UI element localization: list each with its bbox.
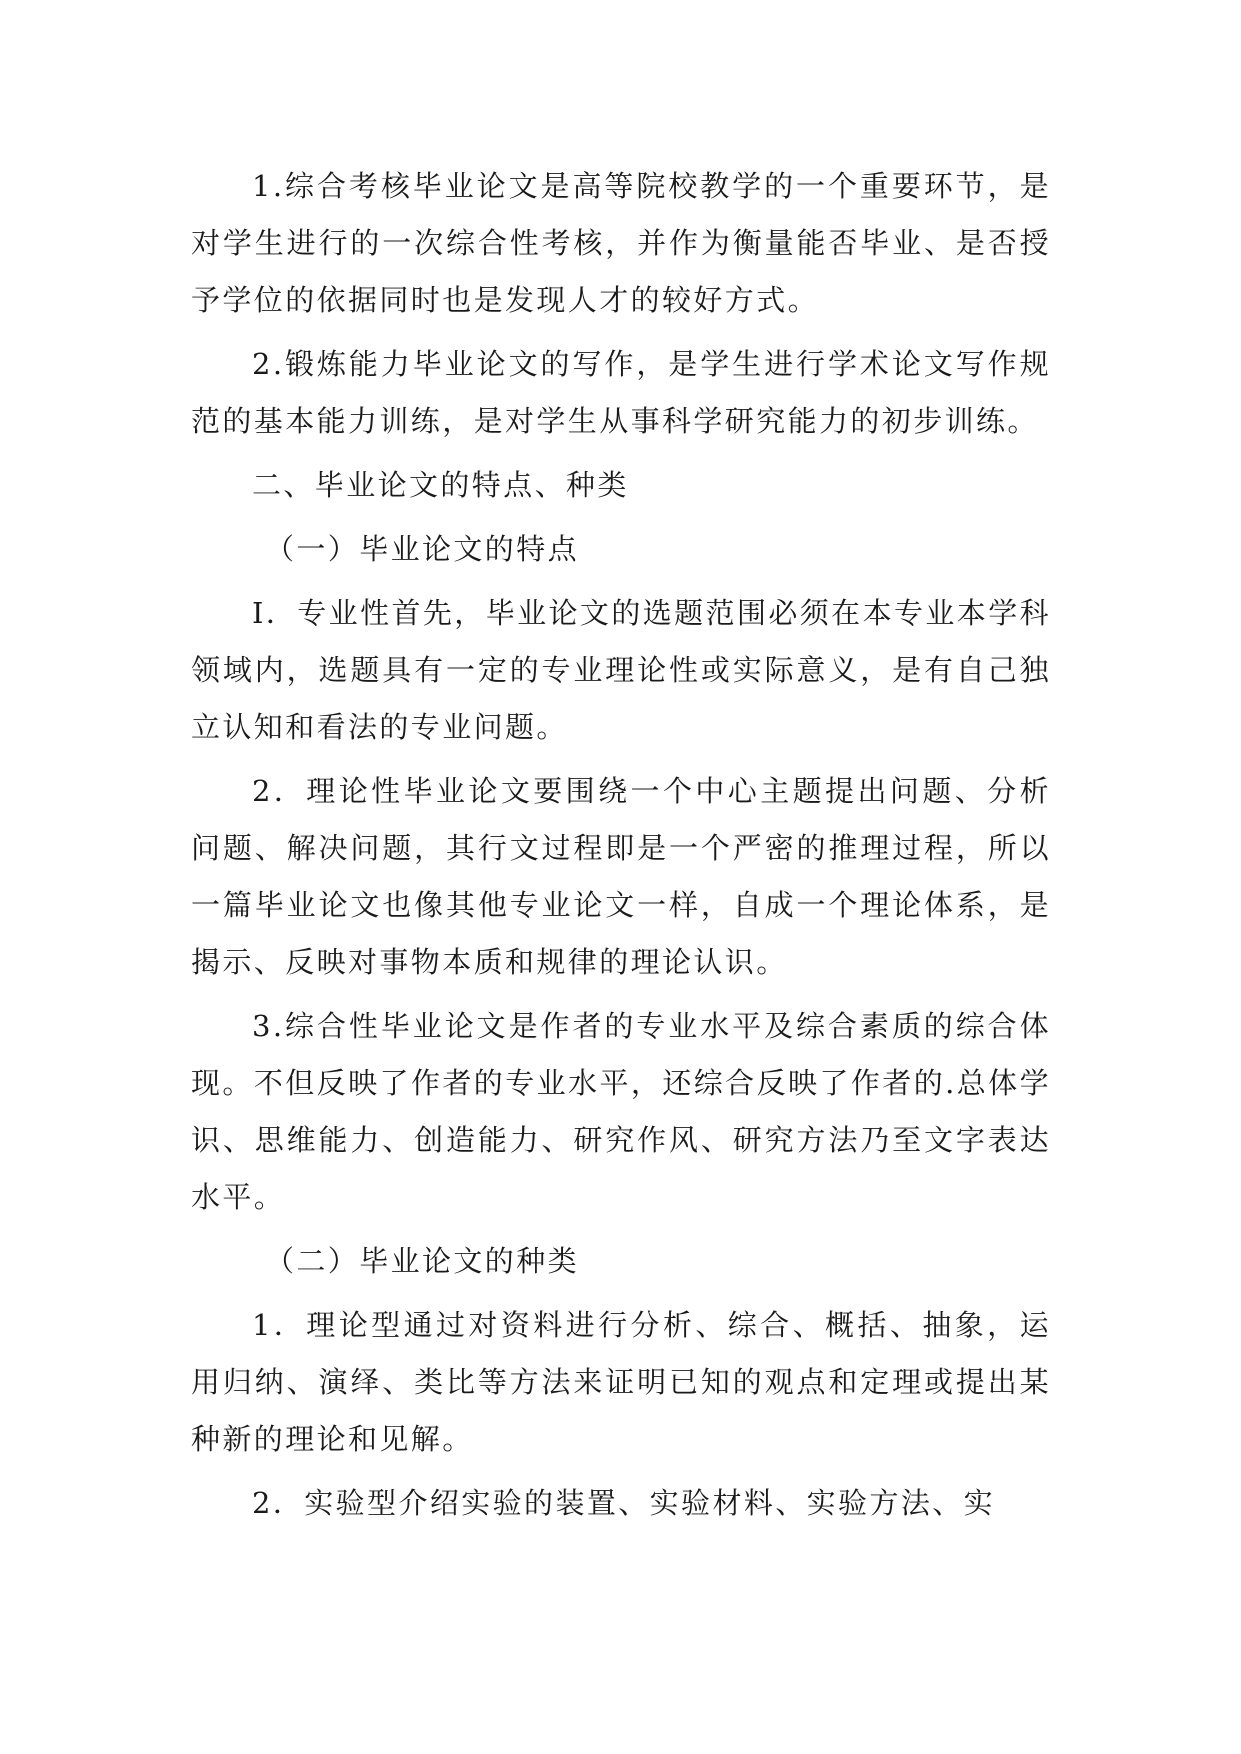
subheading-types: （二）毕业论文的种类 <box>265 1244 580 1278</box>
document-body <box>191 158 1051 1539</box>
paragraph-feature-theoretical: 2．理论性毕业论文要围绕一个中心主题提出问题、分析问题、解决问题，其行文过程即是一个严密的推理过程，所以一篇毕业论文也像其他专业论文一样，自成一个理论体系，是揭示、反映对事物本质和规律的理论认识。 <box>191 774 1051 979</box>
paragraph-feature-professional: I．专业性首先，毕业论文的选题范围必须在本专业本学科领域内，选题具有一定的专业理论性或实际意义，是有自己独立认知和看法的专业问题。 <box>191 596 1051 744</box>
paragraph-comprehensive-assessment: 1.综合考核毕业论文是高等院校教学的一个重要环节，是对学生进行的一次综合性考核，并作为衡量能否毕业、是否授予学位的依据同时也是发现人才的较好方式。 <box>191 169 1051 317</box>
subheading-features: （一）毕业论文的特点 <box>265 532 580 566</box>
paragraph-type-theoretical: 1．理论型通过对资料进行分析、综合、概括、抽象，运用归纳、演绎、类比等方法来证明已知的观点和定理或提出某种新的理论和见解。 <box>191 1308 1051 1456</box>
section-heading: 二、毕业论文的特点、种类 <box>252 468 629 502</box>
paragraph-ability-training: 2.锻炼能力毕业论文的写作，是学生进行学术论文写作规范的基本能力训练，是对学生从事科学研究能力的初步训练。 <box>191 347 1051 438</box>
paragraph-feature-comprehensive: 3.综合性毕业论文是作者的专业水平及综合素质的综合体现。不但反映了作者的专业水平，还综合反映了作者的.总体学识、思维能力、创造能力、研究作风、研究方法乃至文字表达水平。 <box>191 1009 1051 1214</box>
paragraph-type-experimental: 2．实验型介绍实验的装置、实验材料、实验方法、实 <box>252 1486 996 1520</box>
